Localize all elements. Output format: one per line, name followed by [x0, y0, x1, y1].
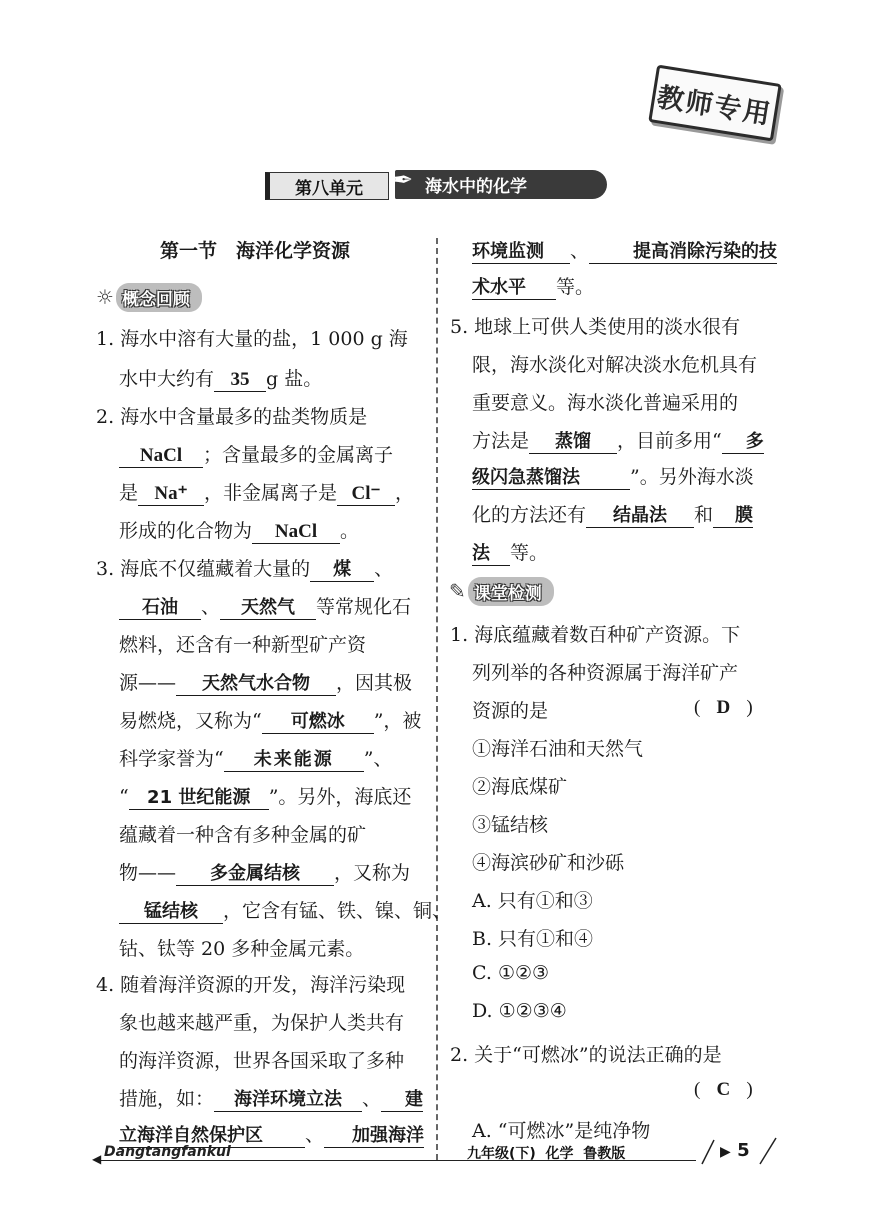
c2-answer-value: C	[716, 1079, 731, 1100]
q5-line3: 重要意义。海水淡化普遍采用的	[472, 392, 739, 414]
q3-line3: 燃料，还含有一种新型矿产资	[119, 634, 367, 656]
q2-line1: 2. 海水中含量最多的盐类物质是	[96, 406, 368, 428]
q2-line2: NaCl ；含量最多的金属离子	[119, 440, 393, 468]
footer-grade: 九年级(下)	[467, 1146, 536, 1162]
q5-line4: 方法是 蒸馏 ，目前多用“ 多	[472, 430, 764, 452]
q3-line7: “ 21 世纪能源 ”。另外，海底还	[119, 786, 412, 808]
class-check-label: 课堂检测	[468, 577, 554, 606]
answer-blank: 锰结核	[119, 901, 223, 924]
q1-line1: 1. 海水中溶有大量的盐，1 000 g 海	[96, 328, 408, 350]
section-title: 第一节 海洋化学资源	[160, 240, 351, 262]
page-number: ▶ 5	[720, 1140, 750, 1161]
q2-line3: 是 Na⁺ ，非金属离子是 Cl⁻ ，	[119, 482, 415, 504]
answer-blank: 级闪急蒸馏法	[472, 467, 630, 490]
answer-blank: 加强海洋	[324, 1125, 424, 1148]
answer-blank: 35	[214, 369, 266, 392]
q4-line2: 象也越来越严重，为保护人类共有	[119, 1012, 405, 1034]
concept-review-label: 概念回顾	[116, 283, 202, 312]
q3-line9: 物—— 多金属结核 ，又称为	[119, 862, 411, 884]
c1-line1: 1. 海底蕴藏着数百种矿产资源。下	[450, 624, 741, 646]
c2-answer: ( C )	[694, 1079, 753, 1100]
answer-blank: Cl⁻	[337, 483, 395, 506]
answer-blank: 多	[722, 431, 764, 454]
footer-book-info	[467, 1143, 625, 1163]
answer-blank: 立海洋自然保护区	[119, 1125, 305, 1148]
c1-option-b: B. 只有①和④	[472, 928, 594, 950]
q3-line10: 锰结核 ，它含有锰、铁、镍、铜、	[119, 896, 451, 924]
q3-line5: 易燃烧，又称为“ 可燃冰 ”，被	[119, 710, 422, 732]
c1-option-a: A. 只有①和③	[472, 890, 593, 912]
q3-line6: 科学家誉为“ 未来能源 ”、	[119, 748, 393, 770]
q4-line4: 措施，如： 海洋环境立法 、 建	[119, 1088, 424, 1110]
c1-line2: 列列举的各种资源属于海洋矿产	[472, 662, 739, 684]
pencil-icon: ✎	[449, 579, 466, 603]
c1-line3: 资源的是	[472, 700, 549, 722]
q4-line6: 环境监测 、 提高消除污染的技	[472, 240, 778, 262]
column-divider	[436, 238, 438, 1160]
answer-blank: 煤	[310, 559, 374, 582]
answer-blank: NaCl	[252, 521, 340, 544]
c1-answer-value: D	[716, 697, 731, 718]
q4-line7: 术水平 等。	[472, 276, 595, 298]
answer-blank: NaCl	[119, 445, 203, 468]
c1-item: ③锰结核	[472, 814, 549, 836]
q4-line3: 的海洋资源，世界各国采取了多种	[119, 1050, 405, 1072]
c1-item: ①海洋石油和天然气	[472, 738, 644, 760]
answer-blank: 蒸馏	[529, 431, 617, 454]
c1-option-d: D. ①②③④	[472, 1000, 567, 1022]
pen-icon: ✒	[393, 166, 414, 194]
footer-brand: Dangtangfankui	[104, 1144, 231, 1160]
q3-line11: 钴、钛等 20 多种金属元素。	[119, 938, 365, 960]
q3-line2: 石油 、 天然气 等常规化石	[119, 592, 411, 620]
q5-line2: 限，海水淡化对解决淡水危机具有	[472, 354, 758, 376]
q4-line1: 4. 随着海洋资源的开发，海洋污染现	[96, 974, 406, 996]
triangle-right-icon: ▶	[720, 1144, 731, 1160]
answer-blank: 提高消除污染的技	[589, 241, 777, 264]
teacher-only-stamp: 教师专用	[648, 65, 782, 142]
c2-line1: 2. 关于“可燃冰”的说法正确的是	[450, 1044, 722, 1066]
answer-blank: Na⁺	[138, 483, 204, 506]
q5-line5: 级闪急蒸馏法 ”。另外海水淡	[472, 466, 754, 488]
c1-answer: ( D )	[694, 697, 753, 718]
c1-option-c: C. ①②③	[472, 962, 550, 984]
answer-blank: 环境监测	[472, 241, 570, 264]
answer-blank: 术水平	[472, 277, 556, 300]
footer-subject: 化学	[545, 1146, 574, 1162]
q5-line1: 5. 地球上可供人类使用的淡水很有	[450, 316, 741, 338]
answer-blank: 21 世纪能源	[129, 787, 269, 810]
answer-blank: 可燃冰	[262, 711, 374, 734]
answer-blank: 未来能源	[224, 749, 364, 772]
footer-edition: 鲁教版	[583, 1146, 626, 1162]
answer-blank: 天然气水合物	[176, 673, 336, 696]
answer-blank: 海洋环境立法	[214, 1089, 362, 1112]
c1-item: ②海底煤矿	[472, 776, 568, 798]
answer-blank: 膜	[713, 505, 753, 528]
answer-blank: 天然气	[220, 597, 316, 620]
answer-blank: 建	[381, 1089, 423, 1112]
q3-line1: 3. 海底不仅蕴藏着大量的 煤 、	[96, 558, 394, 580]
q5-line7: 法 等。	[472, 542, 549, 564]
answer-blank: 石油	[119, 597, 201, 620]
q3-line8: 蕴藏着一种含有多种金属的矿	[119, 824, 367, 846]
q1-line2: 水中大约有 35 g 盐。	[119, 368, 323, 390]
concept-review-heading	[96, 284, 202, 310]
c1-item: ④海滨砂矿和沙砾	[472, 852, 625, 874]
arrow-left-icon: ◀	[92, 1152, 102, 1166]
unit-number: 第八单元	[265, 172, 389, 200]
answer-blank: 法	[472, 543, 510, 566]
answer-blank: 多金属结核	[176, 863, 334, 886]
q2-line4: 形成的化合物为 NaCl 。	[119, 520, 360, 542]
q4-line5: 立海洋自然保护区 、 加强海洋	[119, 1124, 425, 1146]
c2-option-a: A. “可燃冰”是纯净物	[472, 1120, 651, 1142]
class-check-heading	[449, 578, 554, 604]
q5-line6: 化的方法还有 结晶法 和 膜	[472, 504, 754, 526]
unit-title: 海水中的化学	[395, 170, 607, 199]
q3-line4: 源—— 天然气水合物 ，因其极	[119, 672, 413, 694]
lightbulb-icon: ☼	[96, 285, 114, 309]
answer-blank: 结晶法	[586, 505, 694, 528]
